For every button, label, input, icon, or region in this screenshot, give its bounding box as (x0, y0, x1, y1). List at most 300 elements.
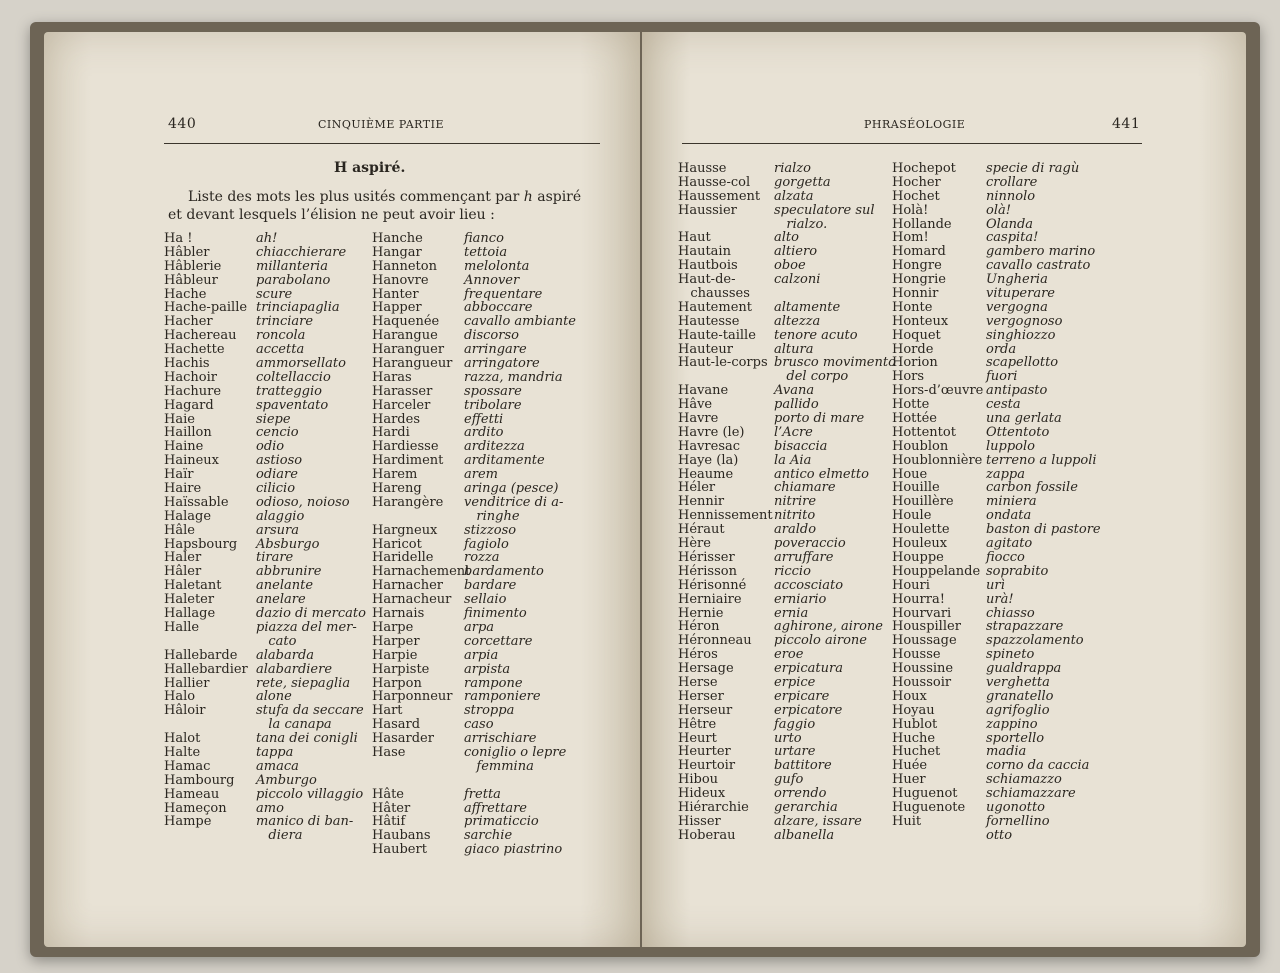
entry-french: Honteux (892, 313, 949, 329)
entry-french: Hacher (164, 314, 213, 330)
entry-french: Hom! (892, 230, 929, 246)
entry-french: Hargneux (372, 522, 438, 538)
entry-french: Hautesse (678, 313, 740, 329)
entry-italian: abbrunire (256, 564, 322, 580)
entry-italian: altamente (774, 299, 841, 315)
entry-italian: stroppa (464, 703, 515, 719)
entry-italian: trinciare (256, 314, 314, 330)
entry-french: Harpiste (372, 661, 430, 677)
column-italian-3 (774, 162, 896, 843)
entry-french: Haut (678, 230, 711, 246)
entry-french: Hérisser (678, 549, 735, 565)
entry-french: Haie (164, 411, 195, 427)
entry-italian: gambero marino (986, 244, 1096, 260)
entry-italian: arruffare (774, 549, 834, 565)
entry-italian: fretta (464, 786, 501, 802)
entry-italian: sarchie (464, 828, 513, 844)
entry-italian (464, 774, 576, 788)
entry-french: Harangère (372, 494, 444, 510)
entry-italian: giaco piastrino (464, 842, 563, 858)
right-header (642, 118, 1246, 140)
entry-french: Hautain (678, 244, 731, 260)
left-header (44, 118, 640, 140)
entry-italian: manico di ban- (256, 814, 354, 830)
entry-italian: chiasso (986, 605, 1035, 621)
entry-french: Havre (678, 411, 719, 427)
entry-italian: riccio (774, 563, 811, 579)
entry-italian (774, 287, 896, 301)
entry-french: Herseur (678, 702, 733, 718)
entry-italian: zappa (986, 466, 1025, 482)
entry-french: Haranguer (372, 342, 445, 358)
entry-french: Haler (164, 550, 202, 566)
column-french-1 (164, 232, 248, 829)
entry-french: Hersage (678, 661, 734, 677)
entry-french: Haleter (164, 592, 215, 608)
entry-french: Houle (892, 508, 932, 524)
entry-italian: gualdrappa (986, 661, 1062, 677)
entry-french: Hoyau (892, 702, 935, 718)
entry-french: Heaume (678, 466, 734, 482)
entry-italian: la canapa (256, 717, 332, 733)
entry-italian: agrifoglio (986, 702, 1050, 718)
entry-italian: verghetta (986, 674, 1050, 690)
entry-french: Haut-le-corps (678, 355, 768, 371)
entry-italian: finimento (464, 606, 527, 622)
entry-french: Harpie (372, 647, 418, 663)
entry-french: Houe (892, 466, 928, 482)
entry-french: Havre (le) (678, 424, 745, 440)
entry-french: Hareng (372, 481, 422, 497)
entry-italian: nitrito (774, 508, 816, 524)
entry-italian: scapellotto (986, 355, 1059, 371)
entry-italian: odioso, noioso (256, 494, 350, 510)
entry-french: Hâbleur (164, 272, 218, 288)
entry-italian: ramponiere (464, 689, 541, 705)
entry-italian: piccolo airone (774, 633, 867, 649)
entry-italian: ernia (774, 605, 809, 621)
entry-italian: spossare (464, 383, 522, 399)
entry-italian: rozza (464, 550, 500, 566)
entry-french: Héraut (678, 522, 725, 538)
right-page (642, 32, 1246, 947)
entry-french (678, 370, 773, 384)
entry-french: Heurter (678, 744, 731, 760)
entry-french: Hauteur (678, 341, 733, 357)
entry-italian: ondata (986, 508, 1032, 524)
entry-french: Halage (164, 508, 212, 524)
entry-italian: gufo (774, 772, 804, 788)
entry-italian: arringatore (464, 356, 540, 372)
entry-italian: erpicare (774, 688, 830, 704)
entry-french: Ha ! (164, 231, 193, 246)
entry-french: Héron (678, 619, 720, 635)
entry-italian: odiare (256, 467, 298, 483)
entry-italian: nitrire (774, 494, 817, 510)
entry-french: Héler (678, 480, 716, 496)
entry-italian: aghirone, airone (774, 619, 883, 635)
entry-french: Harpe (372, 619, 414, 635)
entry-french: Halle (164, 619, 200, 635)
entry-italian: cencio (256, 425, 299, 441)
entry-italian: discorso (464, 328, 519, 344)
entry-italian: tettoia (464, 244, 508, 260)
entry-italian: frequentare (464, 286, 543, 302)
entry-french: Hongre (892, 258, 942, 274)
entry-french: Hampe (164, 814, 212, 830)
entry-french: Hameau (164, 786, 220, 802)
entry-french: Huguenot (892, 786, 958, 802)
entry-italian: arpia (464, 647, 499, 663)
entry-french: Hottentot (892, 424, 956, 440)
entry-italian: accosciato (774, 577, 844, 593)
entry-french: Hart (372, 703, 403, 719)
entry-french: Huée (892, 758, 928, 774)
entry-italian: caspita! (986, 230, 1039, 246)
entry-italian: coniglio o lepre (464, 744, 567, 760)
entry-french: Houille (892, 480, 940, 496)
entry-italian: aringa (pesce) (464, 481, 559, 497)
entry-italian: odio (256, 439, 285, 455)
entry-french: Housse (892, 647, 941, 663)
entry-italian: anelare (256, 592, 306, 608)
entry-french: Hallage (164, 606, 216, 622)
entry-french: Harem (372, 467, 418, 483)
entry-french: Hasarder (372, 731, 434, 747)
entry-italian: venditrice di a- (464, 494, 564, 510)
entry-french: Hambourg (164, 772, 235, 788)
entry-french (164, 635, 248, 649)
entry-french: Hourra! (892, 591, 945, 607)
entry-italian: orda (986, 341, 1017, 357)
entry-italian: brusco movimento (774, 355, 896, 371)
page-number-left: 440 (168, 116, 197, 132)
entry-french: Herniaire (678, 591, 742, 607)
entry-french: Holà! (892, 202, 929, 218)
entry-italian: Olanda (986, 216, 1034, 232)
entry-french: Hochet (892, 188, 940, 204)
column-french-4 (892, 162, 983, 829)
entry-italian: gerarchia (774, 799, 838, 815)
entry-italian: miniera (986, 494, 1037, 510)
entry-italian: accetta (256, 342, 305, 358)
entry-italian: erpice (774, 674, 816, 690)
entry-italian: vergogna (986, 299, 1048, 315)
entry-french (372, 510, 470, 524)
entry-italian: schiamazzo (986, 772, 1062, 788)
entry-french: Hameçon (164, 800, 227, 816)
entry-italian: coltellaccio (256, 369, 331, 385)
entry-italian: rialzo (774, 161, 811, 176)
entry-french: Haineux (164, 453, 220, 469)
entry-italian: urto (774, 730, 802, 746)
entry-french: Hère (678, 536, 711, 552)
entry-french: Hors (892, 369, 925, 385)
entry-italian: gorgetta (774, 174, 831, 190)
entry-italian: ninnolo (986, 188, 1036, 204)
entry-french: Haricot (372, 536, 422, 552)
entry-french: Hangar (372, 244, 422, 260)
entry-italian: strapazzare (986, 619, 1064, 635)
entry-italian: granatello (986, 688, 1054, 704)
entry-italian: l’Acre (774, 424, 813, 440)
entry-french: Harnacher (372, 578, 443, 594)
entry-french: Horion (892, 355, 938, 371)
entry-italian: roncola (256, 328, 306, 344)
entry-french: Hâloir (164, 703, 206, 719)
entry-french: Harangueur (372, 356, 453, 372)
entry-italian: tana dei conigli (256, 731, 358, 747)
entry-french (164, 718, 248, 732)
entry-french: Honnir (892, 286, 939, 302)
entry-italian: baston di pastore (986, 522, 1101, 538)
entry-french: Hausse-col (678, 174, 751, 190)
entry-italian: fagiolo (464, 536, 509, 552)
entry-italian: chiamare (774, 480, 836, 496)
column-italian-4 (986, 162, 1101, 843)
entry-italian: schiamazzare (986, 786, 1076, 802)
entry-italian: melolonta (464, 258, 530, 274)
entry-french: Houleux (892, 536, 948, 552)
entry-french: Hardiment (372, 453, 444, 469)
left-page (44, 32, 640, 947)
entry-french (678, 218, 773, 232)
entry-french: Hâtif (372, 814, 406, 830)
entry-french: Hernie (678, 605, 724, 621)
entry-italian: luppolo (986, 438, 1035, 454)
entry-french: Haubans (372, 828, 431, 844)
entry-french: Houblon (892, 438, 949, 454)
entry-french: Hardiesse (372, 439, 439, 455)
entry-italian: altezza (774, 313, 821, 329)
entry-french: Hors-d’œuvre (892, 383, 984, 399)
entry-italian: erniario (774, 591, 827, 607)
entry-italian: trinciapaglia (256, 300, 340, 316)
entry-italian: zappino (986, 716, 1038, 732)
entry-italian: eroe (774, 647, 804, 663)
column-french-2 (372, 232, 470, 857)
column-french-3 (678, 162, 773, 843)
entry-french: Hérisson (678, 563, 737, 579)
entry-italian: soprabito (986, 563, 1049, 579)
entry-italian: dazio di mercato (256, 606, 366, 622)
entry-italian: scure (256, 286, 293, 302)
entry-italian: alaggio (256, 508, 305, 524)
entry-italian: tappa (256, 744, 294, 760)
entry-french: Haussement (678, 188, 761, 204)
entry-french: Hâve (678, 397, 713, 413)
entry-french: Hardi (372, 425, 410, 441)
entry-french: Houillère (892, 494, 954, 510)
entry-italian: diera (256, 828, 303, 844)
entry-french: Honte (892, 299, 933, 315)
entry-italian: tirare (256, 550, 294, 566)
entry-french: Héronneau (678, 633, 752, 649)
entry-french: Halo (164, 689, 196, 705)
entry-french: Hasard (372, 717, 421, 733)
entry-italian: ugonotto (986, 799, 1045, 815)
entry-french: Hachereau (164, 328, 237, 344)
entry-italian: tribolare (464, 397, 522, 413)
entry-italian: anelante (256, 578, 314, 594)
entry-italian: erpicatura (774, 661, 843, 677)
entry-italian: tratteggio (256, 383, 322, 399)
entry-italian: singhiozzo (986, 327, 1056, 343)
entry-italian: cesta (986, 397, 1021, 413)
entry-italian: carbon fossile (986, 480, 1078, 496)
entry-french: chausses (678, 286, 750, 302)
entry-french: Hublot (892, 716, 938, 732)
entry-french: Hiérarchie (678, 799, 749, 815)
entry-italian: fiocco (986, 549, 1025, 565)
entry-french: Haubert (372, 842, 427, 858)
entry-french: Havresac (678, 438, 741, 454)
entry-italian: rampone (464, 675, 523, 691)
entry-italian: bisaccia (774, 438, 828, 454)
entry-italian: amo (256, 800, 284, 816)
entry-french: Houblonnière (892, 452, 983, 468)
entry-italian: cavallo castrato (986, 258, 1091, 274)
entry-italian: alone (256, 689, 292, 705)
entry-italian: ammorsellato (256, 356, 346, 372)
entry-italian: araldo (774, 522, 817, 538)
entry-french: Hagard (164, 397, 214, 413)
entry-french: Hachoir (164, 369, 217, 385)
entry-italian: cavallo ambiante (464, 314, 576, 330)
entry-italian: astioso (256, 453, 303, 469)
entry-french: Harponneur (372, 689, 453, 705)
entry-italian: Avana (774, 383, 815, 399)
entry-italian: spazzolamento (986, 633, 1084, 649)
entry-french: Hérisonné (678, 577, 747, 593)
entry-italian: arsura (256, 522, 299, 538)
entry-italian: stizzoso (464, 522, 517, 538)
entry-french: Hardes (372, 411, 420, 427)
entry-french: Houssine (892, 661, 954, 677)
entry-italian: urì (986, 577, 1005, 593)
entry-french: Harangue (372, 328, 438, 344)
entry-italian: albanella (774, 827, 835, 843)
entry-italian: arditezza (464, 439, 525, 455)
entry-italian: porto di mare (774, 411, 865, 427)
entry-french: Hourvari (892, 605, 952, 621)
entry-italian: altiero (774, 244, 818, 260)
running-title-right: PHRASÉOLOGIE (864, 118, 966, 131)
entry-french (372, 774, 470, 788)
entry-french: Houppelande (892, 563, 981, 579)
entry-italian: alzata (774, 188, 814, 204)
entry-italian: la Aia (774, 452, 812, 468)
entry-italian: abboccare (464, 300, 533, 316)
entry-italian: speculatore sul (774, 202, 875, 218)
entry-italian: erpicatore (774, 702, 843, 718)
entry-italian: sellaio (464, 592, 507, 608)
entry-italian: vituperare (986, 286, 1055, 302)
entry-french: Halte (164, 744, 201, 760)
entry-french: Houppe (892, 549, 944, 565)
entry-french: Harpon (372, 675, 422, 691)
entry-italian: corno da caccia (986, 758, 1090, 774)
entry-french: Havane (678, 383, 729, 399)
entry-italian: razza, mandria (464, 369, 563, 385)
entry-italian: fuori (986, 369, 1018, 385)
entry-french: Houssage (892, 633, 957, 649)
entry-italian: effetti (464, 411, 504, 427)
entry-french: Harasser (372, 383, 433, 399)
entry-italian: stufa da seccare (256, 703, 364, 719)
entry-french: Haillon (164, 425, 212, 441)
entry-italian: ringhe (464, 508, 520, 524)
entry-french: Huer (892, 772, 926, 788)
entry-french: Hideux (678, 786, 726, 802)
entry-italian: Amburgo (256, 772, 317, 788)
entry-italian: specie di ragù (986, 161, 1080, 176)
entry-italian: oboe (774, 258, 806, 274)
entry-french: Hautbois (678, 258, 738, 274)
entry-french: Hotte (892, 397, 930, 413)
entry-french: Hibou (678, 772, 719, 788)
entry-french: Harnacheur (372, 592, 452, 608)
entry-french: Hocher (892, 174, 941, 190)
entry-italian: arringare (464, 342, 527, 358)
entry-french: Hoberau (678, 827, 736, 843)
entry-french: Haut-de- (678, 272, 736, 288)
entry-italian: altura (774, 341, 814, 357)
entry-french: Hennissement (678, 508, 773, 524)
entry-italian: caso (464, 717, 494, 733)
entry-french: Hamac (164, 758, 211, 774)
entry-italian: antico elmetto (774, 466, 869, 482)
entry-italian: alabardiere (256, 661, 333, 677)
entry-italian: alabarda (256, 647, 315, 663)
entry-italian: ardito (464, 425, 504, 441)
entry-italian: del corpo (774, 369, 849, 385)
entry-french: Hanche (372, 231, 423, 246)
entry-french: Hautement (678, 299, 752, 315)
entry-french: Hachette (164, 342, 225, 358)
entry-french: Haletant (164, 578, 222, 594)
entry-italian: tenore acuto (774, 327, 858, 343)
entry-french: Hâblerie (164, 258, 222, 274)
entry-italian: piazza del mer- (256, 619, 357, 635)
entry-french: Hochepot (892, 161, 956, 176)
entry-french: Hache (164, 286, 207, 302)
entry-italian: olà! (986, 202, 1011, 218)
intro-text-1: Liste des mots les plus usités commençant par (188, 189, 524, 205)
entry-french: Houri (892, 577, 930, 593)
entry-french: Haridelle (372, 550, 434, 566)
entry-italian: piccolo villaggio (256, 786, 364, 802)
entry-italian: rete, siepaglia (256, 675, 351, 691)
entry-french: Hausse (678, 161, 727, 176)
entry-french: Hâler (164, 564, 202, 580)
entry-french: Harceler (372, 397, 431, 413)
entry-french: Haine (164, 439, 204, 455)
entry-italian: spineto (986, 647, 1035, 663)
running-title-left: CINQUIÈME PARTIE (318, 118, 444, 131)
entry-french: Hachure (164, 383, 222, 399)
entry-french: Halot (164, 731, 201, 747)
section-title: H aspiré. (334, 160, 406, 176)
entry-french: Harper (372, 633, 420, 649)
entry-italian: antipasto (986, 383, 1048, 399)
entry-italian: bardamento (464, 564, 544, 580)
intro-paragraph (168, 188, 608, 224)
entry-italian: faggio (774, 716, 816, 732)
entry-italian: agitato (986, 536, 1033, 552)
entry-italian: alto (774, 230, 799, 246)
entry-italian: cato (256, 633, 297, 649)
